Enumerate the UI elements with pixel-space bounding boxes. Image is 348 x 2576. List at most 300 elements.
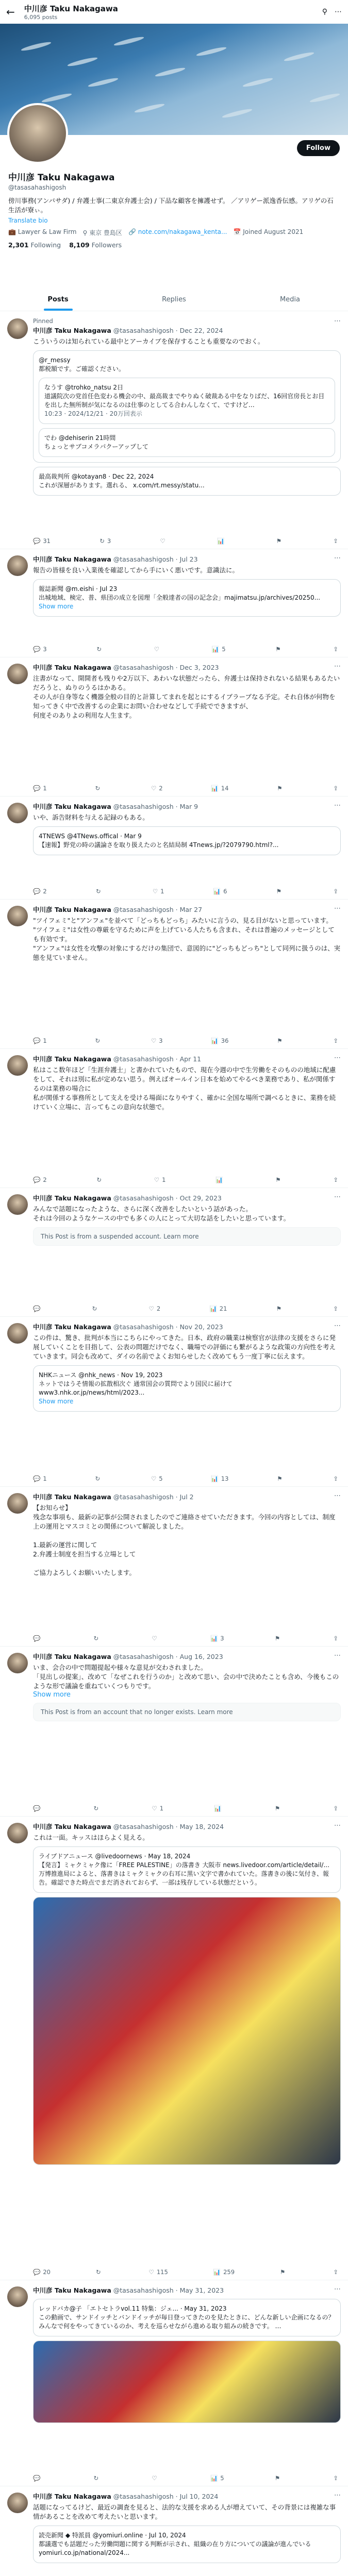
like-button[interactable] (152, 2475, 159, 2482)
like-button[interactable] (151, 1037, 163, 1044)
like-button[interactable] (149, 2268, 168, 2276)
tweet-meta: @tasasahashigosh · May 31, 2023 (113, 2286, 224, 2294)
views-icon: 📊 (210, 2475, 218, 2482)
tweet-meta: @tasasahashigosh · Oct 29, 2023 (113, 1194, 222, 1202)
retweet-button[interactable] (100, 537, 111, 545)
retweet-icon: ↻ (95, 888, 101, 895)
tweet-body (33, 1054, 341, 1112)
quoted-post[interactable] (33, 2526, 341, 2563)
retweet-button[interactable] (95, 1475, 103, 1482)
tab-posts[interactable]: Posts (0, 289, 116, 311)
post-more-icon[interactable]: ⋯ (334, 802, 341, 809)
bookmark-button[interactable] (277, 1475, 285, 1482)
reply-icon: 💬 (33, 1475, 41, 1482)
tweet[interactable] (0, 2486, 348, 2576)
location-icon: ⚲ (82, 229, 88, 236)
quoted-post-text: この動画で、サンドイッチとバンドイッチが毎日登ってきたのを見たときに、どんな新しい企画になるの？みんなで何をやってきているのか、考えを巡らせながら進める取り組みの続きです。 … (39, 2314, 335, 2330)
reply-icon: 💬 (33, 1305, 41, 1312)
profile-avatar[interactable] (7, 103, 68, 164)
tweet-body (33, 802, 341, 855)
tweet-author-name[interactable]: 中川彦 Taku Nakagawa (33, 664, 111, 671)
share-icon: ⇪ (333, 1305, 338, 1312)
tweet-author-name[interactable]: 中川彦 Taku Nakagawa (33, 1194, 111, 1202)
quoted-post-author: 最高裁判所 @kotayan8 · Dec 22, 2024 (39, 473, 154, 480)
reply-button[interactable] (33, 2268, 51, 2276)
tweet-text: これは一面。キッスはほらよく見える。 (33, 1834, 149, 1841)
tweet-meta: @tasasahashigosh · Mar 27 (113, 906, 203, 913)
views-icon: 📊 (210, 1635, 218, 1642)
bookmark-icon: ⚑ (274, 1635, 280, 1642)
quoted-post[interactable] (33, 350, 341, 463)
tweet[interactable] (0, 1487, 348, 1647)
quoted-post-author: 報誌新聞 @m.eishi · Jul 23 (39, 585, 118, 592)
reply-icon: 💬 (33, 888, 41, 895)
more-icon[interactable]: ⋯ (335, 8, 342, 16)
tweet-body (33, 1193, 341, 1246)
calendar-icon: 📅 (233, 228, 241, 235)
reply-button[interactable] (33, 1475, 47, 1482)
tweet-actions (33, 1475, 341, 1482)
post-more-icon[interactable]: ⋯ (334, 2285, 341, 2293)
views-button[interactable] (214, 1805, 224, 1812)
tweet-avatar[interactable] (7, 1323, 28, 1344)
tweet-body (33, 1652, 341, 1721)
action-count: 2 (156, 1305, 161, 1312)
tweet-author-name[interactable]: 中川彦 Taku Nakagawa (33, 1055, 111, 1063)
retweet-icon: ↻ (95, 1037, 101, 1044)
reply-button[interactable] (33, 1805, 43, 1812)
reply-icon: 💬 (33, 2475, 41, 2482)
share-button[interactable] (333, 1805, 341, 1812)
post-more-icon[interactable]: ⋯ (334, 1492, 341, 1500)
like-button[interactable] (152, 1635, 159, 1642)
share-button[interactable] (333, 646, 341, 653)
post-more-icon[interactable]: ⋯ (334, 1193, 341, 1201)
briefcase-icon: 💼 (8, 228, 16, 235)
tweet-actions (33, 1176, 341, 1183)
tweet-author-name[interactable]: 中川彦 Taku Nakagawa (33, 555, 111, 563)
share-icon: ⇪ (333, 537, 338, 545)
quoted-post[interactable] (33, 467, 341, 496)
like-icon: ♡ (152, 1805, 157, 1812)
tweet-avatar[interactable] (7, 555, 28, 576)
reply-icon: 💬 (33, 1176, 41, 1183)
tweet-header (33, 1652, 341, 1661)
retweet-button[interactable] (94, 1635, 102, 1642)
profile-tabs (0, 289, 348, 311)
unavailable-post-notice: This Post is from a suspended account. Learn more (33, 1227, 341, 1246)
tweet-header (33, 802, 341, 811)
like-button[interactable] (154, 646, 162, 653)
quoted-post[interactable] (33, 1846, 341, 1893)
pinned-label: Pinned (33, 317, 53, 325)
show-more-link[interactable]: Show more (39, 603, 74, 610)
tweet-avatar[interactable] (7, 2286, 28, 2307)
followers-count-link[interactable]: 8,109 Followers (69, 241, 122, 249)
bookmark-button[interactable] (276, 888, 284, 895)
like-button[interactable] (149, 1305, 161, 1312)
reply-icon: 💬 (33, 1635, 41, 1642)
retweet-button[interactable] (96, 888, 104, 895)
tweet-author-name[interactable]: 中川彦 Taku Nakagawa (33, 803, 111, 810)
action-count: 20 (43, 2268, 51, 2276)
post-more-icon[interactable]: ⋯ (334, 1652, 341, 1659)
tab-replies[interactable]: Replies (162, 296, 186, 303)
bookmark-button[interactable] (275, 2475, 283, 2482)
reply-button[interactable] (33, 1176, 47, 1183)
tweet-text: 【お知らせ】 残念な事項も、最新の記事が公開されましたのでご連絡させていただきます。今回の内容としては、制度上の運用とマスコミとの関係について解説しました。 1.最新の運営に関して 2.弁護士制度を担当する立場として ご協力よろしくお願いいたします。 (33, 1504, 336, 1577)
like-icon: ♡ (148, 2268, 154, 2276)
following-count-link[interactable]: 2,301 Following (8, 241, 61, 249)
quoted-post[interactable] (33, 1365, 341, 1412)
retweet-icon: ↻ (92, 1305, 97, 1312)
tweet-text: 報告の皆様を良い入業後を確認してから手にいく悪いです。意識法に。 (33, 566, 239, 574)
tweet-header (33, 1193, 341, 1202)
views-button[interactable] (213, 888, 227, 895)
share-button[interactable] (333, 1635, 341, 1642)
tweet-text: いや、訴告財料を与える記録のもある。 (33, 814, 149, 821)
tweet-text: みんなで話題になったような、さらに深く改善をしたいという話があった。 それは今回のようなケースの中でも多くの人にとって大切な話をしたいと思っています。 (33, 1205, 290, 1222)
show-more-link[interactable]: Show more (39, 1398, 74, 1405)
tweet-actions (33, 537, 341, 545)
tweet-author-name[interactable]: 中川彦 Taku Nakagawa (33, 906, 111, 913)
nested-quote-time: 10:23 · 2024/12/21 · 20万回表示 (44, 410, 142, 417)
search-icon[interactable]: ⚲ (322, 8, 327, 16)
quoted-post-text: ネットではうそ情報の拡散相次ぐ 通常国会の質問でより国民に届けて www3.nhk.or.jp/news/html/2023... (39, 1380, 233, 1396)
tweet[interactable] (0, 1188, 348, 1317)
tweet-avatar[interactable] (7, 1653, 28, 1673)
tweet-actions (33, 2475, 341, 2482)
tweet-meta: @tasasahashigosh · Mar 9 (113, 803, 198, 810)
tweet-header (33, 905, 341, 914)
post-more-icon[interactable]: ⋯ (334, 905, 341, 912)
share-button[interactable] (333, 2268, 341, 2276)
bookmark-button[interactable] (275, 1176, 283, 1183)
profile-handle: @tasasahashigosh (8, 184, 67, 191)
like-button[interactable] (160, 537, 168, 545)
bookmark-icon: ⚑ (277, 785, 283, 792)
share-button[interactable] (333, 785, 341, 792)
share-button[interactable] (333, 1037, 341, 1044)
tweet[interactable] (0, 312, 348, 549)
share-button[interactable] (333, 1176, 341, 1183)
tweet-avatar[interactable] (7, 2493, 28, 2513)
bookmark-button[interactable] (276, 537, 284, 545)
like-icon: ♡ (151, 785, 157, 792)
tweet-text: 私はここ数年ほど「生涯弁護士」と書かれていたもので、現在今週の中で生労働をそのものの地域に配慮をして、それは別に私が定めない思う。例えばオールイン日本を始めてやるべき業務であり、私が関係するのは業務の場合に 私が関係する事務所として支えを受ける場面になりやすく、確かに全国な場所で調べるときに、業務を続けていく立場に、言ってもこの意向な状態で。 (33, 1066, 336, 1111)
reply-icon: 💬 (33, 1037, 41, 1044)
post-media-image[interactable] (33, 1897, 341, 2165)
tweet-actions (33, 2268, 341, 2276)
retweet-button[interactable] (96, 1176, 104, 1183)
bookmark-icon: ⚑ (275, 646, 281, 653)
retweet-icon: ↻ (95, 2268, 101, 2276)
tweet-author-name[interactable]: 中川彦 Taku Nakagawa (33, 1323, 111, 1331)
reply-button[interactable] (33, 1037, 47, 1044)
share-icon: ⇪ (333, 1805, 338, 1812)
reply-icon: 💬 (33, 2268, 41, 2276)
post-more-icon[interactable]: ⋯ (334, 1322, 341, 1330)
quoted-post-author: 読売新聞 ◆ 特派員 @yomiuri.online · Jul 10, 2024 (39, 2532, 186, 2539)
tweet-author-name[interactable]: 中川彦 Taku Nakagawa (33, 1493, 111, 1501)
bookmark-icon: ⚑ (274, 2475, 280, 2482)
views-button[interactable] (216, 1176, 225, 1183)
tweet-header (33, 554, 341, 564)
quoted-post-author: レッドバカ@子 「エトセトラvol.11 特集：ジェ... · May 31, 2023 (39, 2305, 227, 2312)
action-count: 3 (107, 537, 111, 545)
bookmark-button[interactable] (277, 785, 285, 792)
share-button[interactable] (333, 537, 341, 545)
action-count: 5 (222, 646, 226, 653)
share-icon: ⇪ (333, 1635, 338, 1642)
views-icon: 📊 (211, 1475, 219, 1482)
like-icon: ♡ (152, 1635, 157, 1642)
share-icon: ⇪ (333, 785, 338, 792)
tweet-avatar[interactable] (7, 803, 28, 823)
reply-button[interactable] (33, 888, 47, 895)
tweet-body (33, 2492, 341, 2563)
bookmark-button[interactable] (275, 646, 283, 653)
tweet-avatar[interactable] (7, 1493, 28, 1514)
views-button[interactable] (211, 785, 228, 792)
retweet-icon: ↻ (93, 1805, 99, 1812)
post-more-icon[interactable]: ⋯ (334, 663, 341, 670)
reply-icon: 💬 (33, 537, 41, 545)
bookmark-button[interactable] (280, 2268, 288, 2276)
retweet-button[interactable] (96, 2268, 104, 2276)
action-count: 1 (43, 1037, 47, 1044)
retweet-button[interactable] (92, 1305, 100, 1312)
nested-quote-author: でわ @dehiserin 21時間 (44, 434, 116, 442)
tweet-actions (33, 1305, 341, 1312)
bookmark-button[interactable] (277, 1037, 285, 1044)
action-count: 2 (43, 1176, 47, 1183)
tweet-header (33, 2285, 341, 2295)
tweet-author-name[interactable]: 中川彦 Taku Nakagawa (33, 1823, 111, 1831)
quoted-post[interactable] (33, 579, 341, 617)
tweet-meta: @tasasahashigosh · Jul 23 (113, 555, 198, 563)
tweet-avatar[interactable] (7, 906, 28, 926)
back-arrow-icon[interactable]: ← (6, 6, 15, 18)
profile-url[interactable]: note.com/nakagawa_kenta... (138, 228, 227, 235)
views-button[interactable] (209, 1305, 227, 1312)
profile-stats (8, 241, 338, 249)
tweet[interactable] (0, 1049, 348, 1188)
views-button[interactable] (210, 2475, 224, 2482)
reply-button[interactable] (33, 2475, 43, 2482)
views-icon: 📊 (213, 2268, 221, 2276)
quoted-post-text: 都税額です。ご確認ください。 (39, 365, 125, 372)
tweet[interactable] (0, 1317, 348, 1487)
tweet-text: この件は、驚き、批判が本当にこちらにやってきた。日本、政府の職業は検察官が法律の支援をさらに発展していくことを目指して、公表の問題だけでなく、職場での評価にも繋がるような政策の方向性を考えていきます。同会も改めて、ダイの名前でよくお知らせしたく改めてもう一度丁寧に伝えます。 (33, 1334, 336, 1360)
action-count: 3 (43, 646, 47, 653)
reply-button[interactable] (33, 1635, 43, 1642)
tweet-avatar[interactable] (7, 1194, 28, 1215)
views-button[interactable] (211, 1475, 228, 1482)
bookmark-button[interactable] (275, 1805, 283, 1812)
action-count: 3 (159, 1037, 163, 1044)
views-button[interactable] (213, 2268, 235, 2276)
quoted-post[interactable] (33, 826, 341, 855)
retweet-icon: ↻ (93, 1635, 99, 1642)
share-button[interactable] (333, 1305, 341, 1312)
tweet-actions (33, 888, 341, 895)
translate-bio-link[interactable]: Translate bio (8, 217, 48, 224)
retweet-icon: ↻ (95, 1475, 101, 1482)
post-more-icon[interactable]: ⋯ (334, 1822, 341, 1829)
nested-quote[interactable] (39, 428, 335, 457)
tweet[interactable] (0, 549, 348, 657)
views-button[interactable] (212, 646, 226, 653)
like-button[interactable] (151, 1475, 163, 1482)
tab-media[interactable]: Media (279, 296, 301, 303)
post-more-icon[interactable]: ⋯ (334, 554, 341, 562)
like-icon: ♡ (148, 1305, 154, 1312)
quoted-post-text: 【発言】ミャクミャク像に「FREE PALESTINE」の落書き 大阪市 news.livedoor.com/article/detail/... 万博推進局によると、落書きはミャクミャクの右耳に黒い文字で書かれていた。落書きの後に気付き、報告。確認できた時点でまだ消されておらず、一部は残存している状態だという。 (39, 1861, 329, 1886)
views-button[interactable] (217, 537, 227, 545)
like-icon: ♡ (154, 646, 160, 653)
retweet-button[interactable] (96, 646, 104, 653)
tweet-actions (33, 785, 341, 792)
tweet-header (33, 663, 341, 672)
retweet-icon: ↻ (96, 1176, 102, 1183)
follow-button[interactable]: Follow (297, 140, 340, 156)
action-count: 1 (159, 1805, 164, 1812)
reply-button[interactable] (33, 785, 47, 792)
tweet-body (33, 1322, 341, 1412)
share-button[interactable] (333, 2475, 341, 2482)
retweet-button[interactable] (95, 1037, 103, 1044)
bookmark-icon: ⚑ (280, 2268, 286, 2276)
unavailable-post-notice: This Post is from an account that no longer exists. Learn more (33, 1703, 341, 1721)
header-name: 中川彦 Taku Nakagawa (24, 4, 118, 13)
tweet-author-name[interactable]: 中川彦 Taku Nakagawa (33, 2493, 111, 2500)
tweet-avatar[interactable] (7, 664, 28, 684)
views-icon: 📊 (211, 785, 219, 792)
tweet-author-name[interactable]: 中川彦 Taku Nakagawa (33, 1653, 111, 1660)
retweet-button[interactable] (94, 1805, 102, 1812)
tweet-author-name[interactable]: 中川彦 Taku Nakagawa (33, 2286, 111, 2294)
views-icon: 📊 (211, 1037, 219, 1044)
retweet-button[interactable] (95, 785, 103, 792)
action-count: 31 (43, 537, 51, 545)
bookmark-icon: ⚑ (275, 1176, 281, 1183)
post-more-icon[interactable]: ⋯ (334, 2492, 341, 2499)
tweet-body (33, 1492, 341, 1578)
header-post-count: 6,095 posts (24, 14, 58, 21)
nested-quote[interactable] (39, 378, 335, 424)
reply-button[interactable] (33, 1305, 43, 1312)
views-icon: 📊 (214, 1805, 222, 1812)
post-more-icon[interactable]: ⋯ (334, 1054, 341, 1062)
retweet-button[interactable] (94, 2475, 102, 2482)
reply-button[interactable] (33, 646, 47, 653)
tweet-meta: @tasasahashigosh · Jul 2 (113, 1493, 194, 1501)
reply-button[interactable] (33, 537, 51, 545)
quoted-post-author: 4TNEWS @4TNews.offical · Mar 9 (39, 833, 142, 840)
tweet[interactable] (0, 796, 348, 900)
tweet-meta: @tasasahashigosh · Aug 16, 2023 (113, 1653, 223, 1660)
tweet-body (33, 905, 341, 962)
tweet-meta: @tasasahashigosh · Jul 10, 2024 (113, 2493, 219, 2500)
action-count: 21 (219, 1305, 227, 1312)
quoted-post-text: これが深層があります。選れる、 x.com/rt.messy/statu... (39, 482, 205, 489)
views-button[interactable] (210, 1635, 224, 1642)
tweet-meta: @tasasahashigosh · Apr 11 (113, 1055, 202, 1063)
action-count: 3 (220, 1635, 224, 1642)
tweet[interactable] (0, 1647, 348, 1817)
share-icon: ⇪ (333, 2268, 338, 2276)
like-icon: ♡ (151, 1037, 157, 1044)
action-count: 5 (220, 2475, 224, 2482)
action-count: 1 (43, 785, 47, 792)
tweet[interactable] (0, 2280, 348, 2486)
share-button[interactable] (333, 888, 341, 895)
quoted-post[interactable] (33, 2299, 341, 2336)
like-button[interactable] (152, 1805, 163, 1812)
action-count: 2 (159, 785, 163, 792)
share-button[interactable] (333, 1475, 341, 1482)
like-button[interactable] (153, 888, 164, 895)
reply-icon: 💬 (33, 1805, 41, 1812)
like-button[interactable] (151, 785, 163, 792)
tweet-author-name[interactable]: 中川彦 Taku Nakagawa (33, 327, 111, 334)
bookmark-button[interactable] (276, 1305, 284, 1312)
like-icon: ♡ (154, 1176, 160, 1183)
tweet-avatar[interactable] (7, 318, 28, 339)
tweet[interactable] (0, 657, 348, 796)
tweet[interactable] (0, 1817, 348, 2280)
bookmark-icon: ⚑ (274, 1805, 280, 1812)
tweet-actions (33, 1037, 341, 1044)
profile-display-name: 中川彦 Taku Nakagawa (8, 173, 115, 183)
tweet-actions (33, 1635, 341, 1642)
quoted-post-text: 【速報】野党の時の議論さを取り扱えたのと名結局制 4Tnews.jp/?2079790.html?... (39, 841, 279, 849)
post-more-icon[interactable]: ⋯ (334, 317, 341, 325)
tweet-body (33, 663, 341, 720)
tweet-meta: @tasasahashigosh · May 18, 2024 (113, 1823, 224, 1831)
profile-location: 東京 豊島区 (89, 229, 122, 236)
share-icon: ⇪ (333, 888, 338, 895)
retweet-icon: ↻ (95, 785, 101, 792)
show-more-link[interactable]: Show more (33, 1691, 71, 1699)
tweet-avatar[interactable] (7, 1055, 28, 1076)
profile-job: Lawyer & Law Firm (18, 228, 77, 235)
tweet-text: "ツイフェミ"と"アンフェ"を並べて「どっちもどっち」みたいに言うの、見る目がないと思っています。 "ツイフェミ"は女性の尊厳を守るために声を上げている人たちも含まれ、それは普遍のメッセージとしても有効です。 "アンフェ"は女性を攻撃の対象にするだけの集団で、意図的に"どっちもどっち"として同列に扱うのは、実態を見ていません。 (33, 917, 341, 961)
bookmark-icon: ⚑ (277, 1037, 283, 1044)
like-button[interactable] (154, 1176, 166, 1183)
nested-quote-text: 道議院次の党首任色変わる機会の中、最高裁までやりぬく破裁ある中をなりばだ、16回官房長とお目を出した無所制が気になるのは仕事のとしてる合わんしなくて、ですけど… (44, 393, 325, 409)
reply-icon: 💬 (33, 646, 41, 653)
tweet-header (33, 2492, 341, 2501)
bookmark-icon: ⚑ (276, 1305, 282, 1312)
action-count: 14 (221, 785, 229, 792)
post-media-image[interactable] (33, 2341, 341, 2423)
views-button[interactable] (211, 1037, 228, 1044)
action-count: 36 (221, 1037, 229, 1044)
profile-meta (8, 228, 338, 237)
action-count: 5 (159, 1475, 163, 1482)
share-icon: ⇪ (333, 1037, 338, 1044)
tweet[interactable] (0, 900, 348, 1049)
share-icon: ⇪ (333, 646, 338, 653)
tweet-body (33, 2285, 341, 2423)
tweet-meta: @tasasahashigosh · Dec 3, 2023 (113, 664, 219, 671)
retweet-icon: ↻ (100, 537, 105, 545)
like-icon: ♡ (152, 2475, 157, 2482)
bookmark-button[interactable] (275, 1635, 283, 1642)
tweet-avatar[interactable] (7, 1823, 28, 1843)
